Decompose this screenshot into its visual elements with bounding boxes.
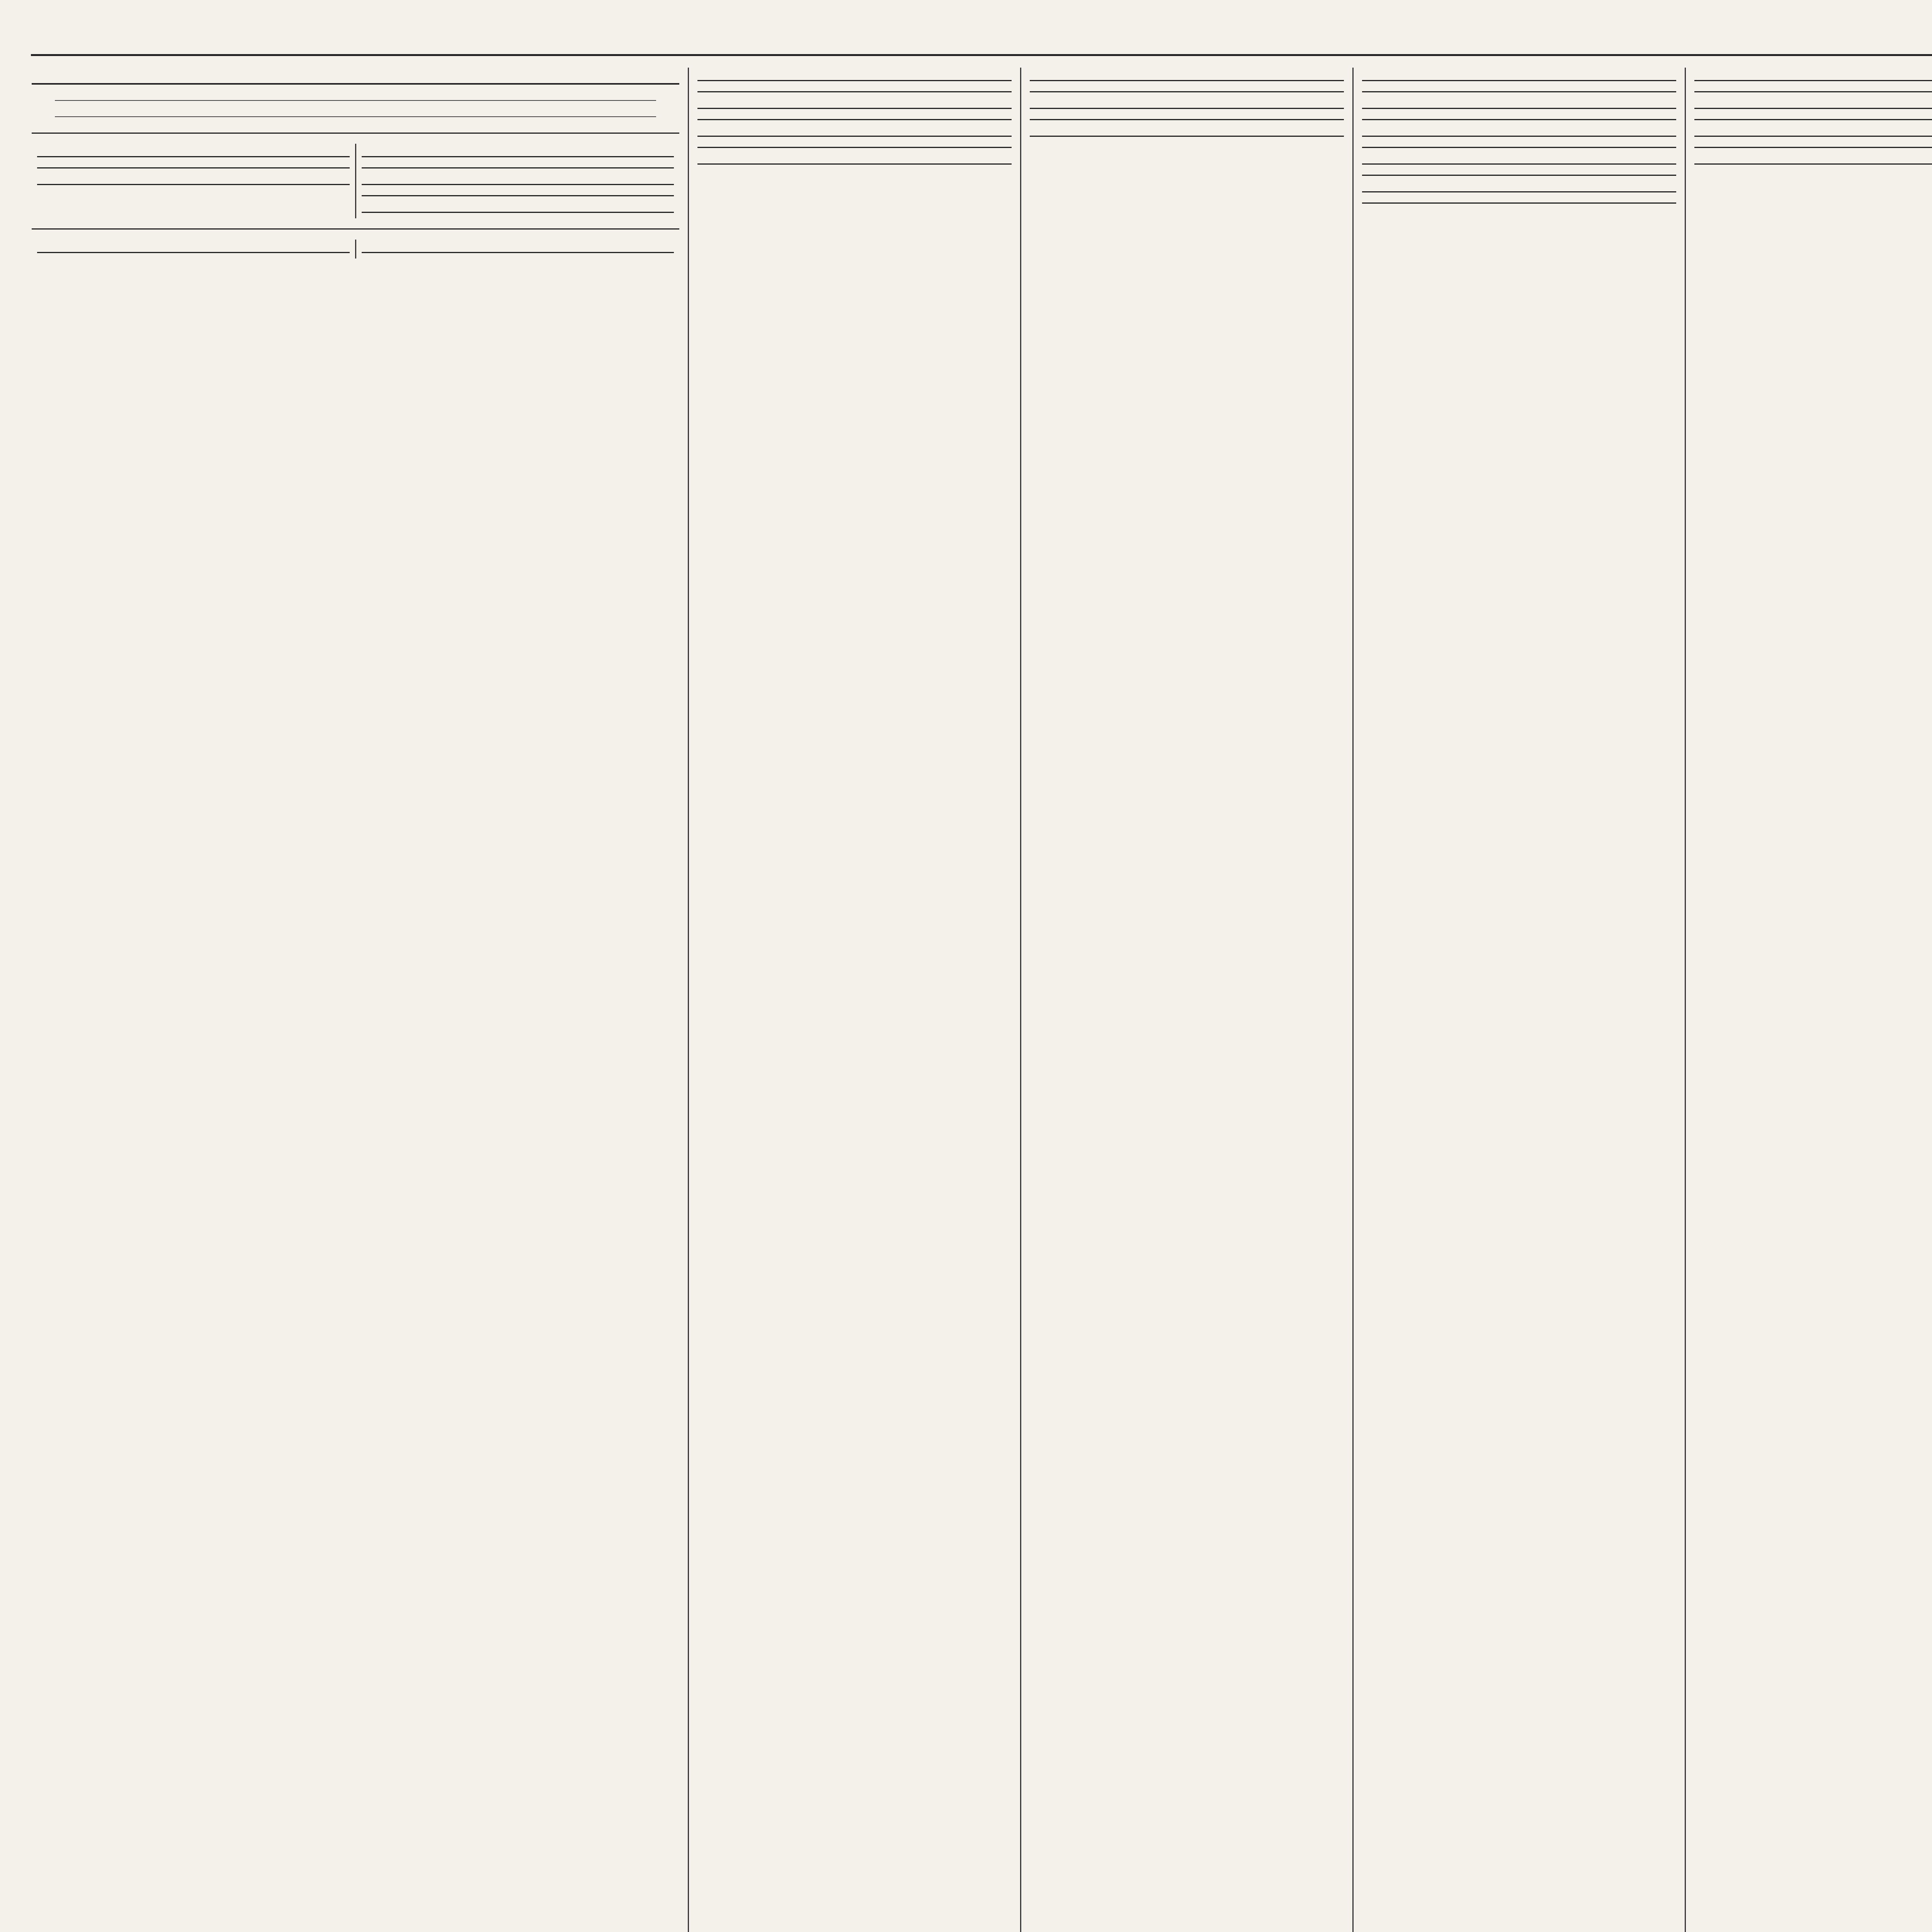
article-headline xyxy=(37,151,350,157)
divider xyxy=(362,167,674,168)
column-4 xyxy=(1354,68,1685,1932)
article-fiction-and-fact xyxy=(32,75,679,117)
divider xyxy=(1362,119,1676,120)
divider xyxy=(55,100,656,101)
column-1-subcolumns xyxy=(32,144,679,218)
article-headline xyxy=(1694,158,1932,165)
divider xyxy=(37,167,350,168)
article-enemy-tactics xyxy=(32,144,355,218)
article-headline xyxy=(362,247,674,253)
column-1 xyxy=(23,68,688,1932)
article-headline xyxy=(697,102,1012,109)
column-5 xyxy=(1686,68,1932,1932)
column-3 xyxy=(1021,68,1352,1932)
article-headline xyxy=(362,206,674,213)
divider xyxy=(1694,119,1932,120)
article-bomber-of-homes xyxy=(355,144,680,218)
article-banner xyxy=(32,75,679,85)
article-headline xyxy=(697,158,1012,165)
divider xyxy=(697,91,1012,92)
divider xyxy=(1694,147,1932,148)
column-1-bottom-subcolumns xyxy=(32,240,679,259)
divider xyxy=(1362,202,1676,204)
article-headline xyxy=(1362,158,1676,165)
divider xyxy=(362,195,674,196)
article-headline xyxy=(1030,75,1344,81)
article-headline xyxy=(37,247,350,253)
article-headline xyxy=(1362,102,1676,109)
divider xyxy=(1362,175,1676,176)
article-headline xyxy=(1362,75,1676,81)
article-headline xyxy=(362,179,674,185)
article-eclipse xyxy=(32,240,355,259)
divider xyxy=(55,116,656,117)
divider xyxy=(697,119,1012,120)
divider xyxy=(1030,119,1344,120)
article-headline xyxy=(697,75,1012,81)
article-headline xyxy=(1362,130,1676,137)
article-error-of-judgment xyxy=(355,240,680,259)
divider xyxy=(697,147,1012,148)
divider xyxy=(1362,147,1676,148)
article-headline xyxy=(37,179,350,185)
article-headline xyxy=(1030,102,1344,109)
article-headline xyxy=(697,130,1012,137)
divider xyxy=(1362,91,1676,92)
article-headline xyxy=(1694,130,1932,137)
article-headline xyxy=(1694,75,1932,81)
article-headline xyxy=(1694,102,1932,109)
divider xyxy=(32,228,679,230)
column-2 xyxy=(689,68,1020,1932)
divider xyxy=(1694,91,1932,92)
article-headline xyxy=(1030,130,1344,137)
divider xyxy=(1030,91,1344,92)
masthead xyxy=(31,12,1932,56)
article-headline xyxy=(1362,186,1676,192)
article-headline xyxy=(362,151,674,157)
divider xyxy=(32,133,679,134)
